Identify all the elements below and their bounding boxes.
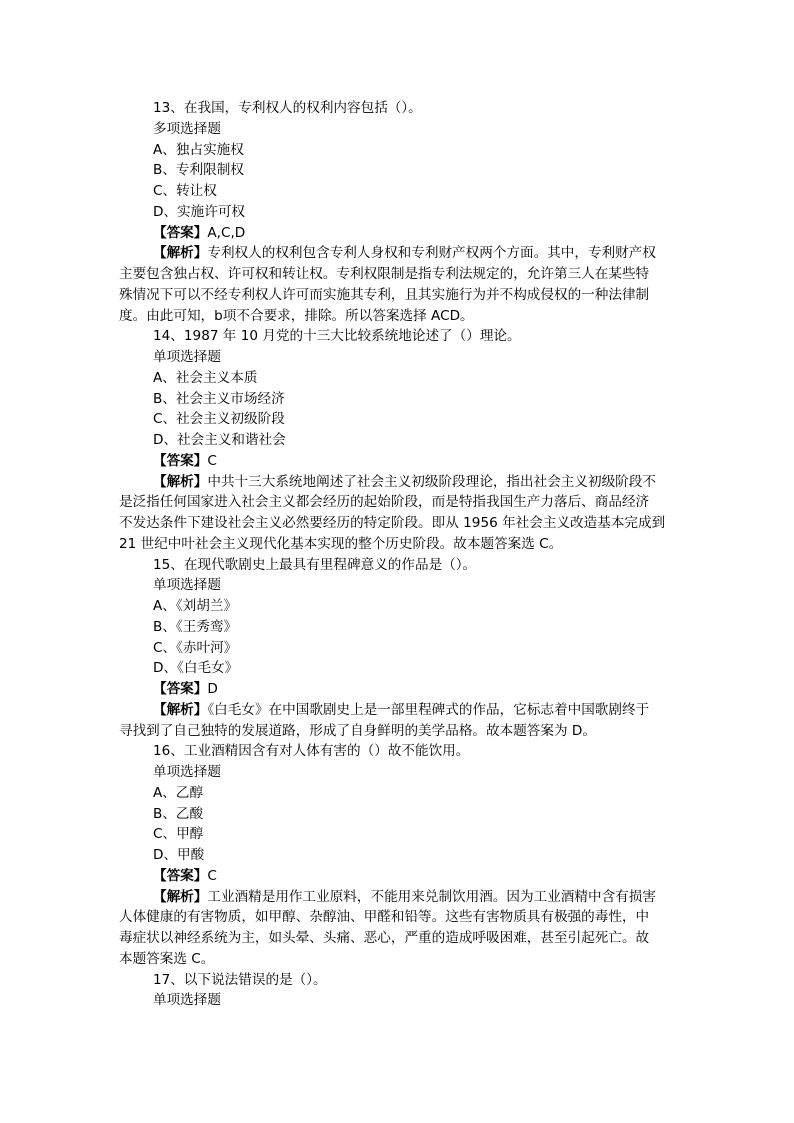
analysis-line: 度。由此可知，b项不合要求，排除。所以答案选择 ACD。 (119, 307, 474, 324)
option-c: C、《赤叶河》 (153, 639, 238, 656)
option-c: C、转让权 (153, 183, 217, 199)
question-stem: 16、工业酒精因含有对人体有害的（）故不能饮用。 (153, 743, 470, 760)
option-a: A、社会主义本质 (153, 369, 258, 386)
analysis-label: 【解析】 (153, 473, 208, 490)
analysis (119, 472, 673, 555)
question-15 (119, 555, 673, 742)
option-a: A、《刘胡兰》 (153, 598, 238, 614)
question-14 (119, 326, 673, 554)
question-type: 多项选择题 (153, 120, 221, 137)
question-13 (119, 98, 673, 326)
question-stem: 15、在现代歌剧史上最具有里程碑意义的作品是（）。 (153, 556, 477, 573)
question-type: 单项选择题 (153, 764, 221, 780)
question-type: 单项选择题 (153, 349, 221, 365)
analysis-line: 寻找到了自己独特的发展道路，形成了自身鲜明的美学品格。故本题答案为 D。 (119, 722, 596, 739)
question-type: 单项选择题 (153, 577, 221, 594)
analysis-line: 21 世纪中叶社会主义现代化基本实现的整个历史阶段。故本题答案选 C。 (119, 535, 563, 552)
analysis-line: 人体健康的有害物质，如甲醇、杂醇油、甲醛和铅等。这些有害物质具有极强的毒性，中 (119, 909, 650, 926)
document-page (119, 98, 673, 1011)
answer-value: C (207, 867, 217, 884)
answer-value: A,C,D (207, 224, 246, 241)
analysis-line: 【解析】《白毛女》在中国歌剧史上是一部里程碑式的作品，它标志着中国歌剧终于 (153, 701, 650, 718)
answer-line (119, 679, 673, 700)
question-type: 单项选择题 (153, 992, 221, 1009)
analysis (119, 700, 673, 742)
question-stem: 17、以下说法错误的是（）。 (153, 971, 327, 988)
question-17 (119, 970, 673, 1012)
answer-value: C (207, 452, 217, 469)
analysis-line: 毒症状以神经系统为主，如头晕、头痛、恶心，严重的造成呼吸困难，甚至引起死亡。故 (119, 930, 650, 946)
option-d: D、实施许可权 (153, 203, 246, 220)
option-d: D、社会主义和谐社会 (153, 432, 286, 448)
option-a: A、乙醇 (153, 784, 204, 801)
answer-label: 【答案】 (153, 224, 208, 241)
option-b: B、社会主义市场经济 (153, 390, 285, 407)
analysis (119, 887, 673, 970)
option-c: C、甲醇 (153, 826, 204, 843)
analysis-line: 殊情况下可以不经专利权人许可而实施其专利，且其实施行为并不构成侵权的一种法律制 (119, 286, 650, 303)
answer-value: D (207, 681, 218, 697)
answer-line (119, 451, 673, 472)
answer-line (119, 223, 673, 244)
analysis-label: 【解析】 (153, 888, 208, 905)
answer-label: 【答案】 (153, 452, 208, 469)
question-16 (119, 741, 673, 969)
analysis-line: 是泛指任何国家进入社会主义都会经历的起始阶段，而是特指我国生产力落后、商品经济 (119, 494, 650, 511)
option-b: B、乙酸 (153, 805, 204, 822)
analysis-line: 主要包含独占权、许可权和转让权。专利权限制是指专利法规定的，允许第三人在某些特 (119, 266, 650, 282)
analysis-line: 【解析】中共十三大系统地阐述了社会主义初级阶段理论，指出社会主义初级阶段不 (153, 473, 656, 490)
option-c: C、社会主义初级阶段 (153, 411, 285, 428)
analysis (119, 243, 673, 326)
analysis-line: 【解析】专利权人的权利包含专利人身权和专利财产权两个方面。其中，专利财产权 (153, 245, 656, 262)
option-b: B、《王秀鸾》 (153, 618, 238, 635)
question-stem: 14、1987 年 10 月党的十三大比较系统地论述了（）理论。 (153, 328, 521, 345)
analysis-label: 【解析】 (153, 245, 208, 262)
analysis-line: 不发达条件下建设社会主义必然要经历的特定阶段。即从 1956 年社会主义改造基本完成到 (119, 515, 666, 531)
answer-label: 【答案】 (153, 681, 208, 697)
option-a: A、独占实施权 (153, 141, 244, 158)
analysis-line: 【解析】工业酒精是用作工业原料，不能用来兑制饮用酒。因为工业酒精中含有损害 (153, 888, 656, 905)
option-b: B、专利限制权 (153, 162, 244, 179)
question-stem: 13、在我国，专利权人的权利内容包括（）。 (153, 100, 422, 116)
answer-line (119, 866, 673, 887)
option-d: D、《白毛女》 (153, 660, 239, 677)
answer-label: 【答案】 (153, 867, 208, 884)
analysis-line: 本题答案选 C。 (119, 950, 215, 967)
analysis-label: 【解析】 (153, 701, 208, 718)
option-d: D、甲酸 (153, 847, 205, 863)
